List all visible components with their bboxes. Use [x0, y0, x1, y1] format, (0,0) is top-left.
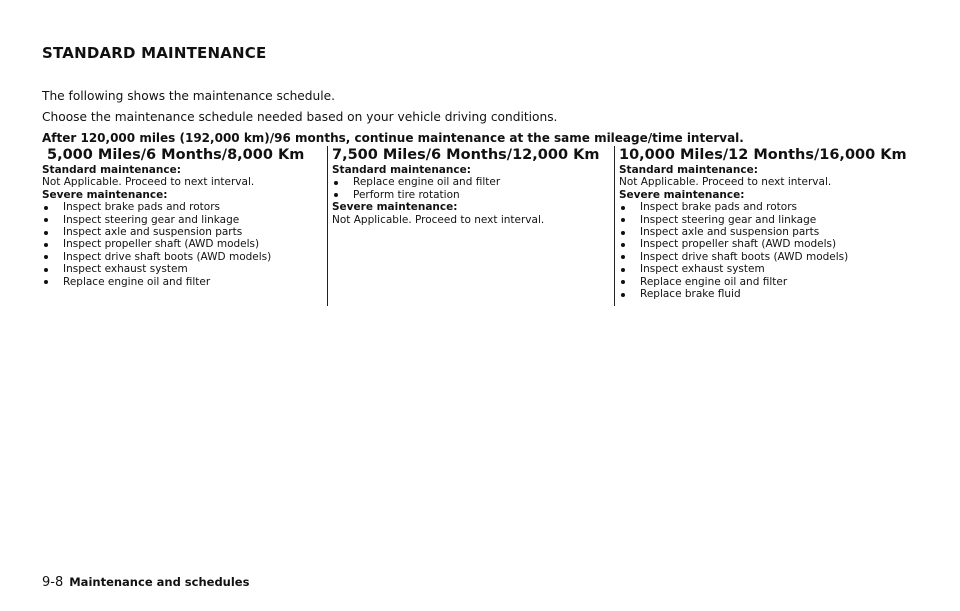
list-item-text: Inspect brake pads and rotors — [63, 201, 220, 214]
list-item-text: Inspect drive shaft boots (AWD models) — [640, 250, 849, 263]
intro-line: The following shows the maintenance schedule. — [42, 89, 336, 103]
interval-column-5000 — [42, 146, 317, 288]
interval-column-7500 — [332, 146, 607, 226]
bullet-icon — [334, 193, 338, 197]
list-item-text: Inspect exhaust system — [63, 263, 188, 276]
intro-line: Choose the maintenance schedule needed based on your vehicle driving conditions. — [42, 110, 558, 124]
list-item — [42, 276, 317, 288]
list-item-text: Inspect steering gear and linkage — [640, 213, 817, 226]
interval-heading: 7,500 Miles/6 Months/12,000 Km — [332, 147, 600, 163]
standard-maintenance-label: Standard maintenance: — [332, 164, 471, 176]
list-item-text: Inspect steering gear and linkage — [63, 213, 240, 226]
standard-maintenance-text: Not Applicable. Proceed to next interval. — [619, 176, 832, 189]
list-item-text: Inspect axle and suspension parts — [640, 226, 820, 239]
list-item-text: Replace engine oil and filter — [63, 275, 211, 288]
list-item-text: Perform tire rotation — [353, 188, 460, 201]
column-divider — [327, 146, 328, 306]
list-item — [42, 214, 317, 226]
list-item — [619, 276, 894, 288]
bullet-icon — [621, 231, 625, 235]
list-item — [332, 189, 607, 201]
page-number: 9-8 — [42, 575, 64, 590]
schedule-columns — [42, 146, 922, 306]
page-title: STANDARD MAINTENANCE — [42, 44, 267, 62]
bullet-icon — [621, 280, 625, 284]
column-divider — [614, 146, 615, 306]
list-item-text: Inspect brake pads and rotors — [640, 201, 797, 214]
list-item-text: Inspect propeller shaft (AWD models) — [640, 238, 837, 251]
bullet-icon — [44, 268, 48, 272]
interval-heading: 5,000 Miles/6 Months/8,000 Km — [47, 147, 305, 163]
list-item — [42, 201, 317, 213]
intro-text — [42, 88, 942, 151]
bullet-icon — [44, 231, 48, 235]
standard-maintenance-list — [332, 176, 607, 201]
list-item-text: Replace engine oil and filter — [640, 275, 788, 288]
list-item-text: Inspect axle and suspension parts — [63, 226, 243, 239]
severe-maintenance-list — [42, 201, 317, 288]
list-item-text: Replace engine oil and filter — [353, 176, 501, 189]
bullet-icon — [44, 255, 48, 259]
bullet-icon — [44, 206, 48, 210]
list-item — [42, 251, 317, 263]
list-item-text: Inspect exhaust system — [640, 263, 765, 276]
chapter-title: Maintenance and schedules — [69, 575, 250, 589]
bullet-icon — [621, 293, 625, 297]
severe-maintenance-list — [619, 201, 894, 300]
list-item-text: Inspect drive shaft boots (AWD models) — [63, 250, 272, 263]
interval-column-10000 — [619, 146, 907, 301]
list-item — [619, 251, 894, 263]
page-footer — [42, 571, 249, 590]
list-item — [619, 214, 894, 226]
bullet-icon — [621, 243, 625, 247]
bullet-icon — [621, 255, 625, 259]
intro-interval-note: After 120,000 miles (192,000 km)/96 months, continue maintenance at the same mileage/time interval. — [42, 131, 744, 145]
interval-heading: 10,000 Miles/12 Months/16,000 Km — [619, 147, 907, 163]
bullet-icon — [44, 243, 48, 247]
standard-maintenance-label: Standard maintenance: — [619, 164, 758, 176]
bullet-icon — [334, 181, 338, 185]
list-item — [619, 238, 894, 250]
standard-maintenance-label: Standard maintenance: — [42, 164, 181, 176]
bullet-icon — [44, 218, 48, 222]
bullet-icon — [621, 268, 625, 272]
list-item-text: Replace brake fluid — [640, 288, 741, 301]
list-item — [619, 263, 894, 275]
list-item — [619, 226, 894, 238]
severe-maintenance-text: Not Applicable. Proceed to next interval. — [332, 213, 545, 226]
bullet-icon — [44, 280, 48, 284]
list-item — [42, 226, 317, 238]
severe-maintenance-label: Severe maintenance: — [42, 188, 168, 201]
standard-maintenance-text: Not Applicable. Proceed to next interval. — [42, 176, 255, 189]
list-item-text: Inspect propeller shaft (AWD models) — [63, 238, 260, 251]
list-item — [42, 263, 317, 275]
severe-maintenance-label: Severe maintenance: — [332, 201, 458, 214]
list-item — [42, 238, 317, 250]
list-item — [332, 176, 607, 188]
list-item — [619, 288, 894, 300]
bullet-icon — [621, 206, 625, 210]
list-item — [619, 201, 894, 213]
bullet-icon — [621, 218, 625, 222]
severe-maintenance-label: Severe maintenance: — [619, 188, 745, 201]
